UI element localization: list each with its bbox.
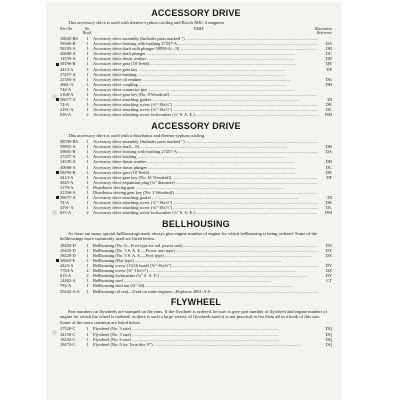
part-description: Accessory drive bushing ..... (93, 72, 318, 77)
part-number: 58196-B (60, 61, 82, 66)
illustration-ref: DQ (325, 331, 332, 337)
part-number: 14462-A (60, 278, 76, 284)
illustration-ref: DB (325, 46, 332, 52)
illustration-ref: DC (325, 164, 332, 170)
part-description: Distributor driving gear ..... (93, 185, 318, 190)
quantity: 1 (86, 102, 89, 108)
part-number: 74-A (60, 102, 70, 108)
section-intro: This accessory drive is used with a distributor and thermo-syphon cooling. (68, 132, 206, 138)
part-description: Accessory drive shaft plunger ..... (93, 51, 318, 56)
part-description: Accessory drive gear key ..... (93, 67, 318, 72)
part-description: Accessory drive thrust washer ..... (93, 159, 318, 164)
part-number: 27257-A (60, 71, 76, 77)
illustration-ref: DY (325, 263, 332, 269)
quantity: 1 (86, 341, 89, 347)
quantity: 1 (86, 195, 89, 201)
quantity: 1 (86, 174, 89, 180)
quantity: 1 (86, 41, 89, 47)
part-description: Accessory drive oil retainer ..... (93, 77, 318, 82)
illustration-ref: DE (326, 169, 332, 175)
part-description: Accessory drive attaching screw (¼"-18x½") ..... (93, 205, 318, 210)
illustration-ref: DD (325, 159, 332, 165)
part-number: 18430-C (60, 336, 76, 342)
quantity: 1 (86, 36, 89, 41)
quantity: 1 (86, 179, 89, 185)
quantity: 1 (86, 257, 89, 263)
quantity: 1 (86, 190, 89, 196)
quantity: 2 (86, 112, 89, 118)
quantity: 1 (86, 66, 89, 72)
part-number: 14535-A (60, 159, 76, 165)
illustration-ref: DX (325, 242, 332, 248)
illustration-ref: DK (325, 102, 332, 108)
header-name: NAME (193, 26, 204, 31)
section-accessory-drive-2 (60, 121, 332, 216)
quantity: 1 (86, 154, 89, 160)
illustration-ref: DL (326, 107, 332, 113)
illustration-ref: DH (325, 81, 332, 87)
part-number: 4661-A (60, 81, 74, 87)
part-description: Bellhousing lockwasher (¾" S. A. E.) ..... (93, 273, 318, 278)
part-description: Accessory drive thrust plunger ..... (93, 165, 318, 170)
part-number: 4413-A (60, 66, 74, 72)
quantity: 1 (86, 200, 89, 206)
part-number: 21356-A (60, 190, 76, 196)
part-number: 782-A (60, 283, 72, 289)
part-description: Accessory drive connector pin ..... (93, 87, 318, 92)
header-ref: Illustration Reference (314, 26, 332, 35)
quantity: 2 (86, 210, 89, 216)
part-description: Accessory drive coupling ..... (93, 82, 318, 87)
catalog-page (46, 2, 342, 400)
quantity: 1 (86, 81, 89, 87)
part-description: Accessory drive gear key (No. 8 Woodruff) ..... (93, 92, 318, 97)
part-number: 40688-A (60, 51, 76, 57)
quantity: 1 (86, 252, 89, 258)
part-number: 35442-A-S (60, 288, 80, 294)
part-number: 4191-A (60, 107, 74, 113)
part-description: Accessory drive attaching gasket ..... (93, 195, 318, 200)
part-description: Accessory drive gear (18 Teeth) ..... (93, 61, 318, 66)
part-number: 18425-D (60, 247, 76, 253)
part-number: 34150-C (60, 331, 76, 337)
illustration-ref: DX (325, 252, 332, 258)
quantity: 1 (86, 139, 89, 145)
quantity: 1 (86, 336, 89, 342)
part-number: 4423-A (60, 263, 74, 269)
quantity: 1 (86, 86, 89, 92)
quantity: 1 (86, 71, 89, 77)
part-description: Accessory drive shaft with plunger 58958-A—9) ..... (93, 46, 318, 51)
section-intro: As there are many special bellhousings used, always give engine number of engine for which bellhousing is being ordered. Some of the bellhousings more commonly used are listed below. (60, 230, 318, 242)
section-bellhousing (60, 219, 332, 294)
part-description: Accessory drive bushing ..... (93, 154, 318, 159)
part-description: Bellhousing (No. 5 S. A. E.—Foot type) ..... (93, 253, 318, 258)
part-description: Accessory drive assembly (Includes parts marked ") ..... (93, 36, 318, 41)
illustration-ref: DM (324, 210, 332, 216)
illustration-ref: DY (325, 273, 332, 279)
column-headers (60, 27, 332, 35)
illustration-ref: DZ (326, 268, 332, 274)
section-title: ACCESSORY DRIVE (151, 8, 241, 18)
part-number: 18428-D (60, 252, 76, 258)
part-description: Bellhousing (Flat type) ..... (93, 258, 318, 263)
section-accessory-drive-1 (60, 8, 332, 118)
part-description: Accessory drive housing with bushing 27257-A ..... (93, 149, 318, 154)
part-number: 40688-A (60, 164, 76, 170)
section-flywheel (60, 297, 332, 347)
illustration-ref: DB (325, 144, 332, 150)
part-number: 21356-A (60, 76, 76, 82)
quantity: 1 (86, 61, 89, 67)
part-description: Bellhousing stud nut (⅜"-24) ..... (93, 283, 318, 288)
scan-margin (342, 2, 400, 400)
part-description: Bellhousing (No. 5 S. A. E.—Power unit type) ..... (93, 248, 318, 253)
part-description: Accessory drive shaft—9) ..... (93, 144, 318, 149)
quantity: 1 (86, 149, 89, 155)
illustration-ref: DX (325, 247, 332, 253)
illustration-ref: DC (325, 51, 332, 57)
part-number: 27520-C (60, 326, 76, 332)
header-no-reqd: No. Req'd. (82, 26, 93, 35)
table-row (60, 289, 332, 294)
illustration-ref: DQ (325, 326, 332, 332)
illustration-ref: DF (326, 66, 332, 72)
illustration-ref: DF (326, 174, 332, 180)
part-description: Flywheel (No. 6 size) ..... (93, 337, 318, 342)
section-intro: Part numbers on flywheels are stamped on the rims. If the flywheel is ordered, be sure to give part number of flywheel and engine number of engine for which the wheel is ordered, as there is such a large variety of flywheels used it is not practical to list them all in a book of this size. Some of the more common are listed below. (60, 308, 328, 325)
part-number: 18420-D (60, 242, 76, 248)
illustration-ref: DQ (325, 341, 332, 347)
illustration-ref: DG (325, 76, 332, 82)
part-number: 38065-E (60, 258, 82, 263)
part-description: Accessory drive gear (18 Teeth) ..... (93, 170, 318, 175)
part-description: Flywheel (No. 6 for Twin disc 9") ..... (93, 342, 318, 347)
illustration-ref: DE (326, 61, 332, 67)
illustration-ref: DI (327, 97, 332, 103)
part-number: 18474-C (60, 341, 76, 347)
part-description: Accessory drive gear key (No. 61 Woodruff) ..... (93, 175, 318, 180)
quantity: 1 (86, 278, 89, 284)
section-title: FLYWHEEL (170, 296, 222, 307)
quantity: 1 (86, 144, 89, 150)
quantity: 1 (86, 159, 89, 165)
part-number: 615-A (60, 273, 72, 279)
quantity: 1 (86, 56, 89, 62)
quantity: 1 (86, 76, 89, 82)
binder-hole (52, 210, 57, 215)
illustration-ref: DA (325, 41, 332, 47)
quantity: 1 (86, 184, 89, 190)
part-number: 58360-B (60, 41, 76, 47)
part-description: Accessory drive attaching screw (¼"-18x½") ..... (93, 107, 318, 112)
part-description: Accessory drive expansion plug (¾" diameter) ..... (93, 180, 318, 185)
quantity: 1 (86, 205, 89, 211)
illustration-ref: DA (325, 149, 332, 155)
table-row (60, 342, 332, 347)
part-number: 616-A (60, 112, 72, 118)
part-description: Bellhousing screw (13/16 head) (⅜"-16x⅞") ..... (93, 263, 318, 268)
illustration-ref: DK (325, 200, 332, 206)
section-title: ACCESSORY DRIVE (151, 120, 241, 131)
part-description: Accessory drive attaching screw (¼"-18x¾") ..... (93, 102, 318, 107)
quantity: 1 (86, 46, 89, 52)
quantity: 1 (86, 242, 89, 248)
part-number: 4645-A (60, 179, 74, 185)
illustration-ref: DM (324, 112, 332, 118)
section-title: BELLHOUSING (162, 218, 230, 229)
part-number: 58677-A (60, 195, 82, 200)
quantity: 1 (86, 169, 89, 175)
quantity: 1 (86, 288, 89, 294)
quantity: 1 (86, 331, 89, 337)
quantity: 1 (86, 247, 89, 253)
page-content (60, 6, 332, 347)
illustration-ref: DD (325, 56, 332, 62)
quantity: 1 (86, 92, 89, 98)
part-number: 27257-A (60, 154, 76, 160)
binder-holes (52, 2, 58, 400)
illustration-ref: DQ (325, 336, 332, 342)
part-number: 4413-A (60, 174, 74, 180)
part-description: Flywheel (No. 5 size) ..... (93, 332, 318, 337)
part-description: Distributor driving gear key (No. 2 Woodruff) ..... (93, 190, 318, 195)
part-number: 742-A (60, 86, 72, 92)
part-description: Accessory drive attaching screw (¼"-18x¾") ..... (93, 200, 318, 205)
illustration-ref: DI (327, 195, 332, 201)
part-description: Accessory drive housing with bushing 27257-A ..... (93, 41, 318, 46)
part-description: Bellhousing (No. 6—Foot type for std. power unit) ..... (93, 243, 318, 248)
part-number: 58195-A (60, 46, 76, 52)
binder-hole (52, 330, 57, 335)
illustration-ref: DL (326, 205, 332, 211)
part-number: 615-A (60, 210, 72, 216)
part-number: 18820-BS (60, 36, 78, 41)
quantity: 1 (86, 326, 89, 332)
section-intro: This accessory drive is used with thermo-syphon cooling and Bosch MJC-4 magneto (68, 20, 225, 25)
part-description: Accessory drive assembly (Includes parts marked ") ..... (93, 139, 318, 144)
quantity: 1 (86, 107, 89, 113)
part-description: Accessory drive attaching screw lockwasher (¼" S. A. E.) ..... (93, 210, 318, 215)
table-row (60, 210, 332, 215)
part-description: Accessory drive attaching screw lockwasher (¼" S. A. E.) ..... (93, 112, 318, 117)
illustration-ref: CT (326, 278, 332, 284)
part-number: 14535-A (60, 56, 76, 62)
quantity: 1 (86, 97, 89, 103)
part-description: Accessory drive attaching gasket ..... (93, 97, 318, 102)
part-number: 7784-A (60, 268, 74, 274)
part-number: 2168-A (60, 92, 74, 98)
part-number: 58601-B (60, 149, 76, 155)
part-number: 74-A (60, 200, 70, 206)
quantity: 1 (86, 164, 89, 170)
part-number: 4191-A (60, 205, 74, 211)
quantity: 1 (86, 51, 89, 57)
quantity: 2 (86, 268, 89, 274)
part-number: 58677-A (60, 97, 82, 102)
part-description: Bellhousing screw (¾"-16x½") ..... (93, 268, 318, 273)
quantity: 1 (86, 283, 89, 289)
quantity: 2 (86, 273, 89, 279)
header-part-no: Part No. (60, 26, 74, 31)
part-description: Flywheel (No. 3 size) ..... (93, 326, 318, 331)
part-description: Accessory drive thrust washer ..... (93, 56, 318, 61)
part-number: 58892-A (60, 144, 76, 150)
part-description: Bellhousing oil seal—Used on some engines—Replaces 4861-A-S ..... (93, 289, 318, 294)
part-description: Bellhousing stud ..... (93, 278, 318, 283)
table-row (60, 112, 332, 117)
part-number: 58590-BS (60, 139, 78, 145)
quantity: 1 (86, 263, 89, 269)
part-number: 58195-B (60, 170, 82, 175)
part-number: 3179-A (60, 184, 74, 190)
